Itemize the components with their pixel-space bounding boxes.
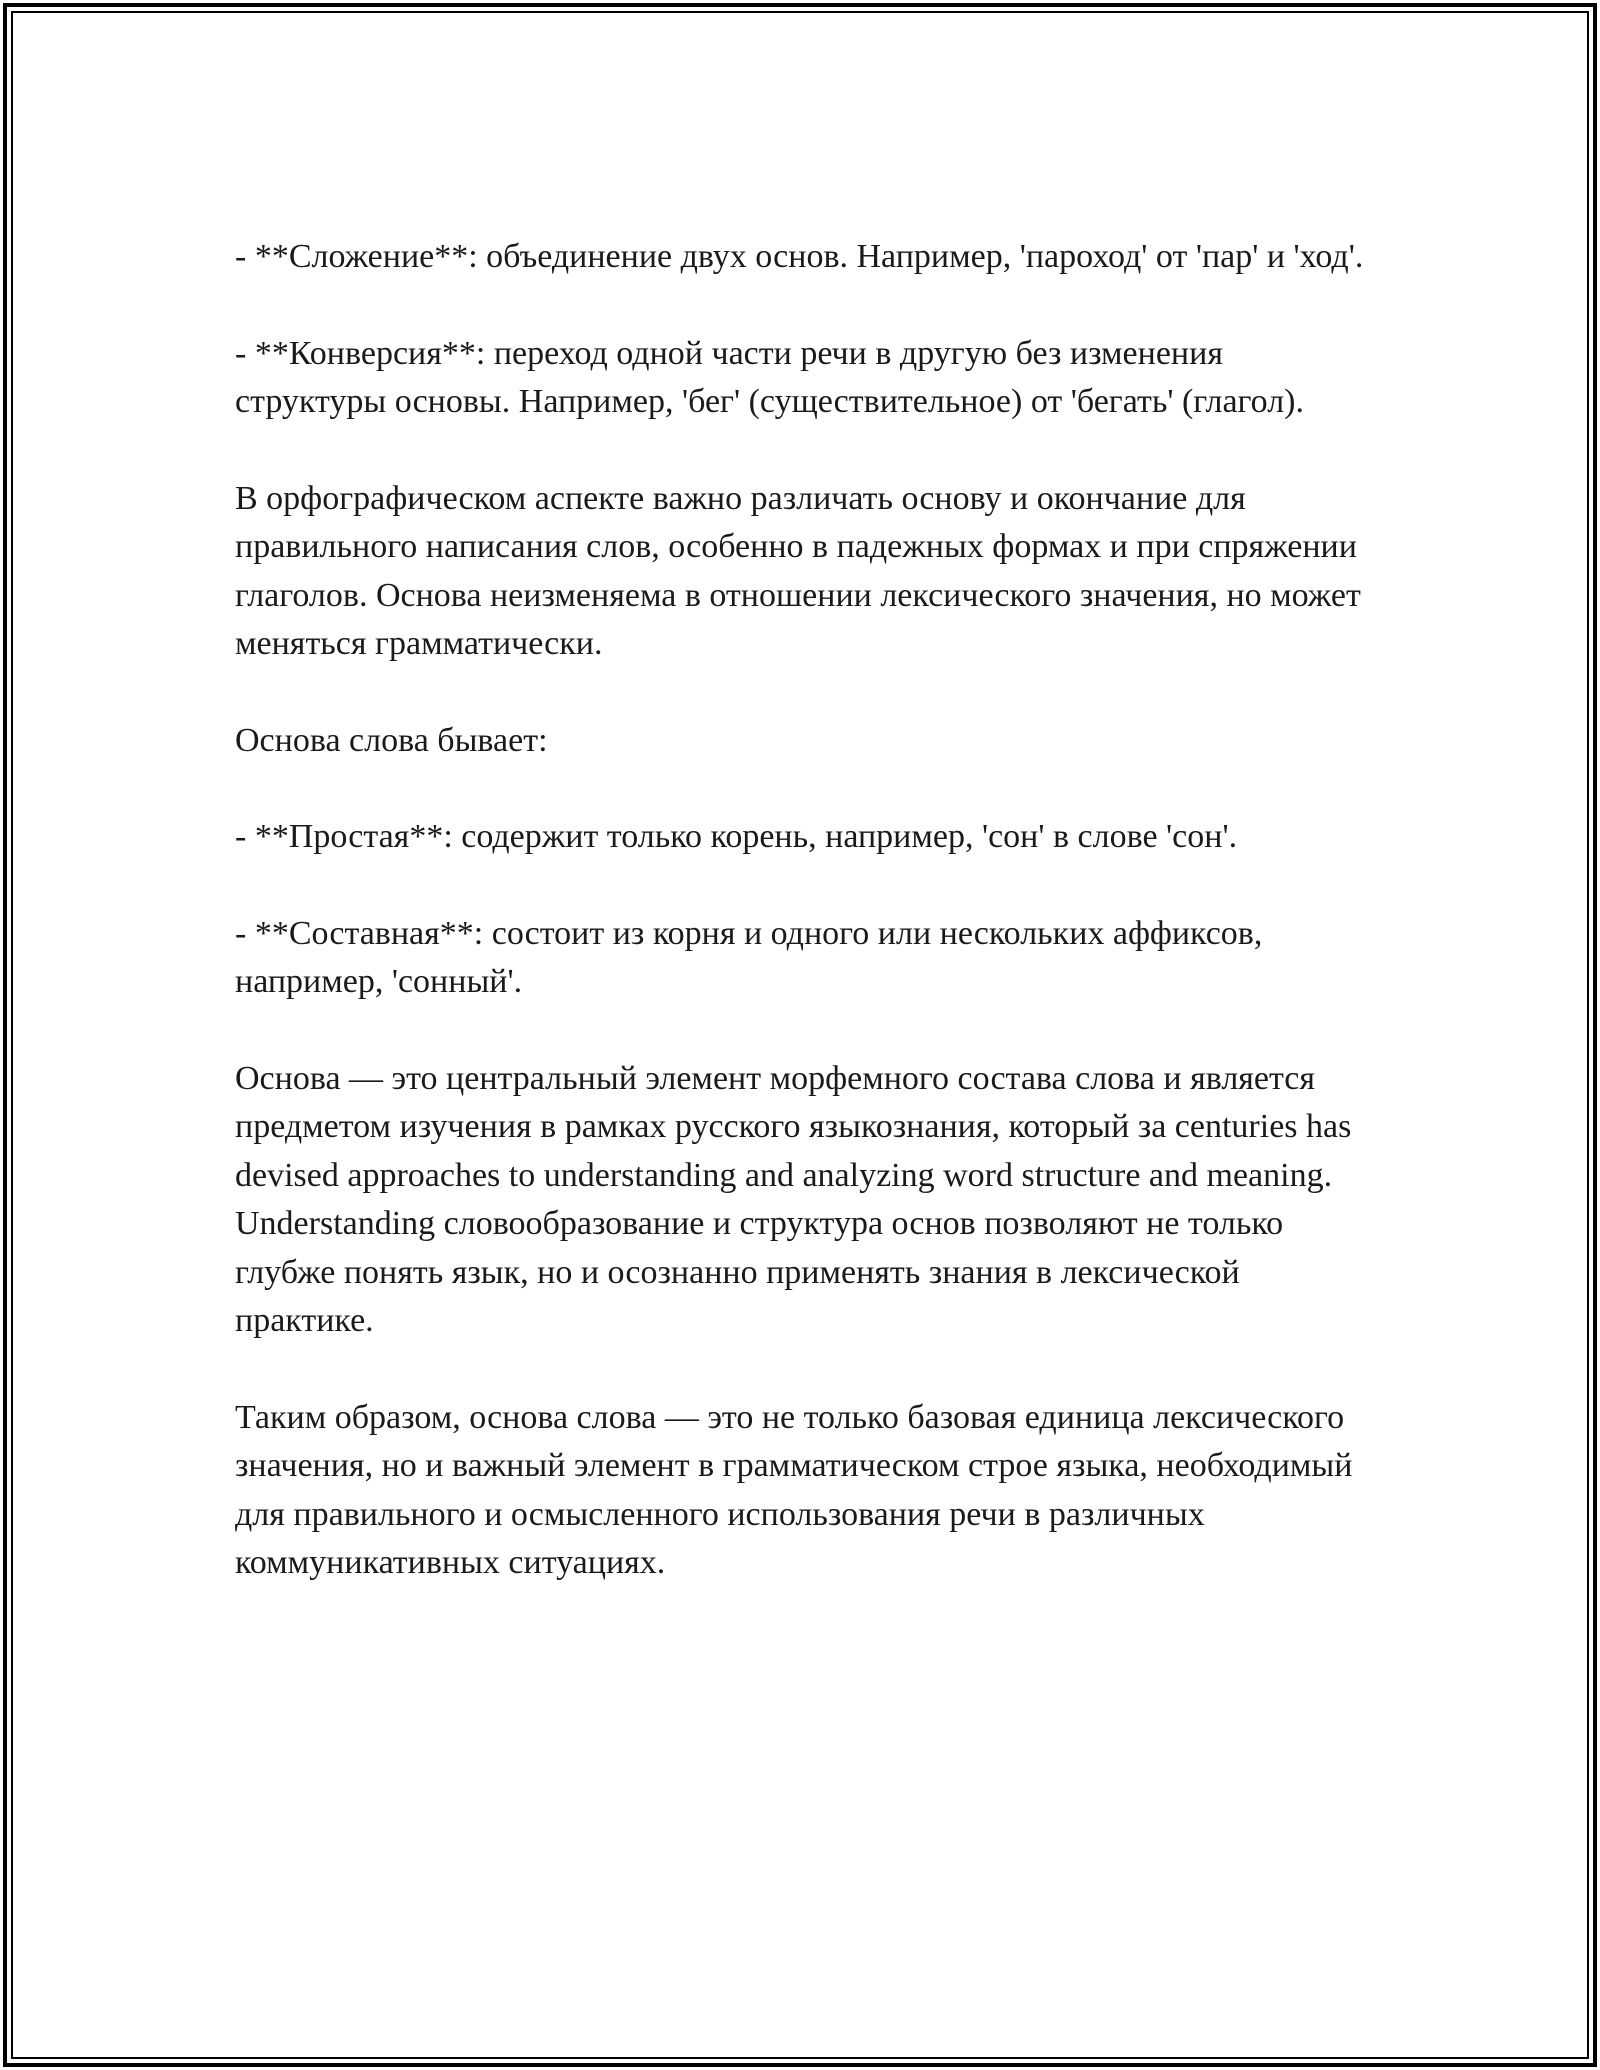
paragraph-conclusion: Таким образом, основа слова — это не только базовая единица лексического значения, но и важный элемент в грамматическом строе языка, необходимый для правильного и осмысленного использования речи в различных коммуникативных ситуациях. [235, 1398, 1353, 1581]
paragraph-stem-central-element: Основа — это центральный элемент морфемного состава слова и является предметом изучения в рамках русского языкознания, который за centuries has devised approaches to understanding and analyzing word structure and meaning. Understanding словообразование и структура основ позволяют не только глубже понять язык, но и осознанно применять знания в лексической практике. [235, 1059, 1352, 1339]
document-body [235, 233, 1365, 1636]
paragraph-simple-stem: - **Простая**: содержит только корень, например, 'сон' в слове 'сон'. [235, 818, 1238, 855]
paragraph-orthography: В орфографическом аспекте важно различать основу и окончание для правильного написания слов, особенно в падежных формах и при спряжении глаголов. Основа неизменяема в отношении лексического значения, но может меняться грамматически. [235, 479, 1361, 662]
paragraph-compound-stem: - **Составная**: состоит из корня и одного или нескольких аффиксов, например, 'сонный'. [235, 914, 1263, 1000]
paragraph-conversion: - **Конверсия**: переход одной части речи в другую без изменения структуры основы. Например, 'бег' (существительное) от 'бегать' (глагол). [235, 334, 1304, 420]
paragraph-stem-types-intro: Основа слова бывает: [235, 721, 548, 759]
paragraph-compounding: - **Сложение**: объединение двух основ. Например, 'пароход' от 'пар' и 'ход'. [235, 238, 1364, 275]
